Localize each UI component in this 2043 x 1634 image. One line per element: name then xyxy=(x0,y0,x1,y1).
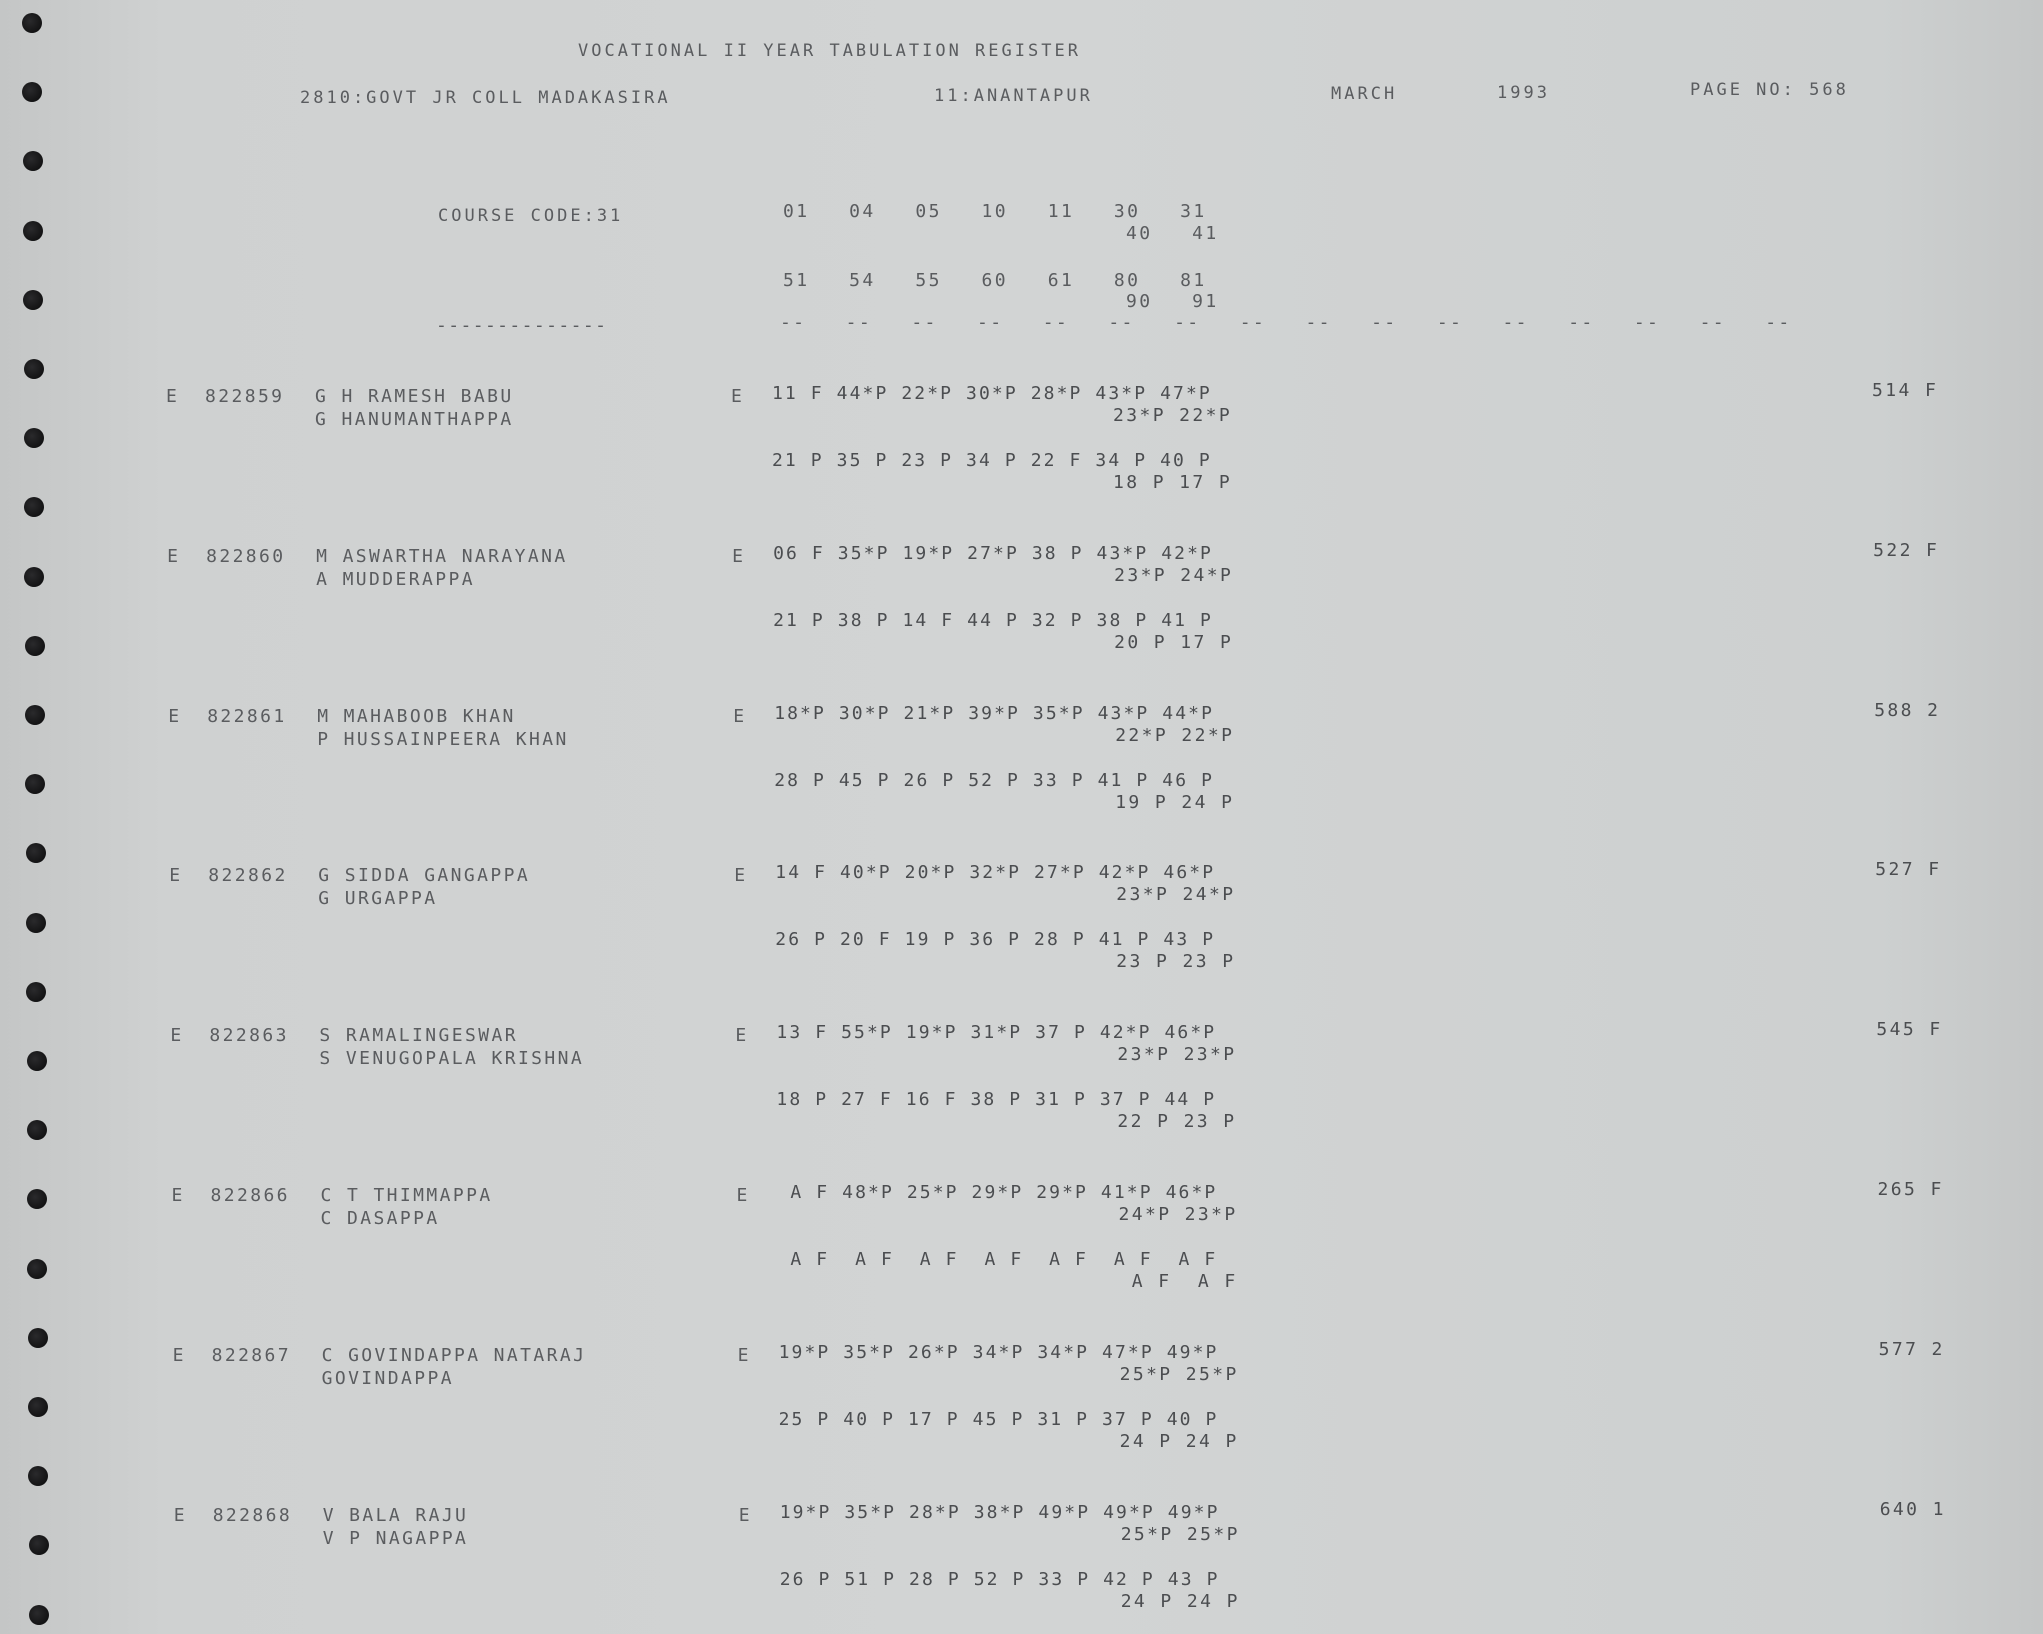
marks-row1-cont: 24*P 23*P xyxy=(1118,1204,1238,1225)
feed-hole xyxy=(27,1120,47,1140)
student-name: C T THIMMAPPA xyxy=(320,1185,493,1206)
record-type: E xyxy=(173,1504,187,1526)
header-underline-label: -------------- xyxy=(436,315,608,336)
total-result: 545 F xyxy=(1876,1019,1943,1041)
marks-row1-cont: 23*P 24*P xyxy=(1114,564,1234,586)
total-result: 527 F xyxy=(1875,859,1942,881)
feed-hole xyxy=(23,151,43,171)
record-type: E xyxy=(171,1185,185,1206)
feed-hole xyxy=(24,567,44,587)
father-name: V P NAGAPPA xyxy=(322,1527,469,1549)
record-type: E xyxy=(167,545,181,567)
total-result: 577 2 xyxy=(1878,1338,1945,1360)
feed-hole xyxy=(25,774,45,794)
roll-number: 822859 xyxy=(205,386,285,407)
student-name: G H RAMESH BABU xyxy=(315,386,514,407)
record-type: E xyxy=(170,1025,184,1047)
exam-month: MARCH xyxy=(1331,84,1398,104)
total-result: 514 F xyxy=(1872,380,1939,401)
marks-row1-cont: 23*P 22*P xyxy=(1113,405,1233,426)
feed-hole xyxy=(27,1189,47,1209)
marks-row2: 25 P 40 P 17 P 45 P 31 P 37 P 40 P xyxy=(778,1408,1219,1430)
exam-flag: E xyxy=(736,1185,750,1206)
marks-row2: 28 P 45 P 26 P 52 P 33 P 41 P 46 P xyxy=(774,769,1215,791)
roll-number: 822866 xyxy=(210,1185,290,1206)
feed-hole xyxy=(28,1328,48,1348)
marks-row2: 21 P 35 P 23 P 34 P 22 F 34 P 40 P xyxy=(772,450,1212,471)
marks-row1-cont: 23*P 24*P xyxy=(1116,884,1236,906)
marks-row2: 26 P 20 F 19 P 36 P 28 P 41 P 43 P xyxy=(775,929,1216,951)
marks-row1-cont: 25*P 25*P xyxy=(1120,1523,1240,1545)
course-code-label: COURSE CODE:31 xyxy=(438,206,624,226)
marks-row1-cont: 23*P 23*P xyxy=(1117,1044,1237,1066)
exam-flag: E xyxy=(732,545,746,567)
feed-hole xyxy=(24,497,44,517)
feed-hole xyxy=(26,843,46,863)
feed-hole xyxy=(24,359,44,379)
student-name: S RAMALINGESWAR xyxy=(319,1025,518,1047)
exam-flag: E xyxy=(737,1344,751,1366)
feed-hole xyxy=(26,913,46,933)
marks-row1-cont: 25*P 25*P xyxy=(1119,1363,1239,1385)
father-name: C DASAPPA xyxy=(320,1208,440,1229)
marks-row2-cont: 23 P 23 P xyxy=(1116,951,1236,973)
marks-row1: 11 F 44*P 22*P 30*P 28*P 43*P 47*P xyxy=(772,383,1212,404)
roll-number: 822860 xyxy=(206,545,286,567)
feed-hole xyxy=(23,221,43,241)
marks-row2-cont: 22 P 23 P xyxy=(1117,1111,1237,1133)
student-name: G SIDDA GANGAPPA xyxy=(318,865,531,887)
tractor-feed-strip-right xyxy=(1980,0,2043,1634)
marks-row1: 14 F 40*P 20*P 32*P 27*P 42*P 46*P xyxy=(775,862,1216,884)
exam-flag: E xyxy=(731,386,745,407)
district-name: 11:ANANTAPUR xyxy=(934,86,1093,106)
marks-row1: A F 48*P 25*P 29*P 29*P 41*P 46*P xyxy=(777,1182,1218,1203)
exam-year: 1993 xyxy=(1497,83,1550,103)
marks-row2-cont: 19 P 24 P xyxy=(1115,791,1235,813)
marks-row2-cont: 24 P 24 P xyxy=(1120,1590,1240,1612)
marks-row2-cont: 24 P 24 P xyxy=(1119,1430,1239,1452)
marks-row2-cont: A F A F xyxy=(1118,1271,1238,1292)
feed-hole xyxy=(27,1051,47,1071)
student-name: V BALA RAJU xyxy=(322,1504,469,1526)
marks-row1: 06 F 35*P 19*P 27*P 38 P 43*P 42*P xyxy=(773,542,1213,564)
record-type: E xyxy=(168,705,182,727)
student-name: M ASWARTHA NARAYANA xyxy=(316,545,568,567)
page-number: PAGE NO: 568 xyxy=(1690,80,1849,100)
marks-row1: 13 F 55*P 19*P 31*P 37 P 42*P 46*P xyxy=(776,1022,1217,1044)
exam-flag: E xyxy=(733,705,747,727)
father-name: P HUSSAINPEERA KHAN xyxy=(317,728,569,750)
father-name: G HANUMANTHAPPA xyxy=(315,409,514,430)
marks-row2: 26 P 51 P 28 P 52 P 33 P 42 P 43 P xyxy=(779,1568,1220,1590)
course-codes-row2: 51 54 55 60 61 80 81 xyxy=(783,270,1207,291)
marks-row2-cont: 20 P 17 P xyxy=(1114,631,1234,653)
roll-number: 822863 xyxy=(209,1025,289,1047)
roll-number: 822862 xyxy=(208,865,288,887)
total-result: 588 2 xyxy=(1874,699,1941,721)
feed-hole xyxy=(29,1535,49,1555)
feed-hole xyxy=(28,1397,48,1417)
feed-hole xyxy=(26,982,46,1002)
exam-flag: E xyxy=(735,1025,749,1047)
roll-number: 822861 xyxy=(207,705,287,727)
student-name: C GOVINDAPPA NATARAJ xyxy=(321,1344,587,1366)
feed-hole xyxy=(24,428,44,448)
father-name: A MUDDERAPPA xyxy=(316,568,475,590)
record-type: E xyxy=(166,386,180,407)
record-type: E xyxy=(172,1344,186,1366)
feed-hole xyxy=(28,1466,48,1486)
marks-row2: 18 P 27 F 16 F 38 P 31 P 37 P 44 P xyxy=(776,1089,1217,1111)
feed-hole xyxy=(23,290,43,310)
register-title: VOCATIONAL II YEAR TABULATION REGISTER xyxy=(578,41,1081,61)
total-result: 640 1 xyxy=(1879,1498,1946,1520)
marks-row1: 19*P 35*P 26*P 34*P 34*P 47*P 49*P xyxy=(778,1341,1219,1363)
father-name: G URGAPPA xyxy=(318,888,438,910)
college-name: 2810:GOVT JR COLL MADAKASIRA xyxy=(300,88,671,108)
marks-row2: A F A F A F A F A F A F A F xyxy=(777,1249,1218,1270)
feed-hole xyxy=(25,636,45,656)
marks-row2: 21 P 38 P 14 F 44 P 32 P 38 P 41 P xyxy=(773,609,1213,631)
marks-row1: 18*P 30*P 21*P 39*P 35*P 43*P 44*P xyxy=(774,702,1215,724)
roll-number: 822868 xyxy=(212,1504,293,1526)
marks-row2-cont: 18 P 17 P xyxy=(1113,472,1233,493)
feed-hole xyxy=(27,1259,47,1279)
marks-row1: 19*P 35*P 28*P 38*P 49*P 49*P 49*P xyxy=(779,1501,1220,1523)
total-result: 522 F xyxy=(1873,539,1940,561)
header-underline-columns: -- -- -- -- -- -- -- -- -- -- -- -- -- -- -- -- xyxy=(780,312,1792,333)
student-name: M MAHABOOB KHAN xyxy=(317,705,516,727)
feed-hole xyxy=(22,13,42,33)
record-type: E xyxy=(169,865,183,887)
exam-flag: E xyxy=(738,1504,752,1526)
total-result: 265 F xyxy=(1877,1179,1944,1200)
roll-number: 822867 xyxy=(211,1344,292,1366)
course-codes-row1: 01 04 05 10 11 30 31 xyxy=(783,201,1207,222)
feed-hole xyxy=(29,1605,49,1625)
marks-row1-cont: 22*P 22*P xyxy=(1115,724,1235,746)
feed-hole xyxy=(22,82,42,102)
father-name: GOVINDAPPA xyxy=(321,1367,454,1389)
tractor-feed-strip-left xyxy=(0,0,70,1634)
exam-flag: E xyxy=(734,865,748,887)
father-name: S VENUGOPALA KRISHNA xyxy=(319,1048,585,1070)
course-codes-row1-cont: 40 41 xyxy=(1126,223,1219,244)
feed-hole xyxy=(25,705,45,725)
course-codes-row2-cont: 90 91 xyxy=(1126,291,1219,312)
